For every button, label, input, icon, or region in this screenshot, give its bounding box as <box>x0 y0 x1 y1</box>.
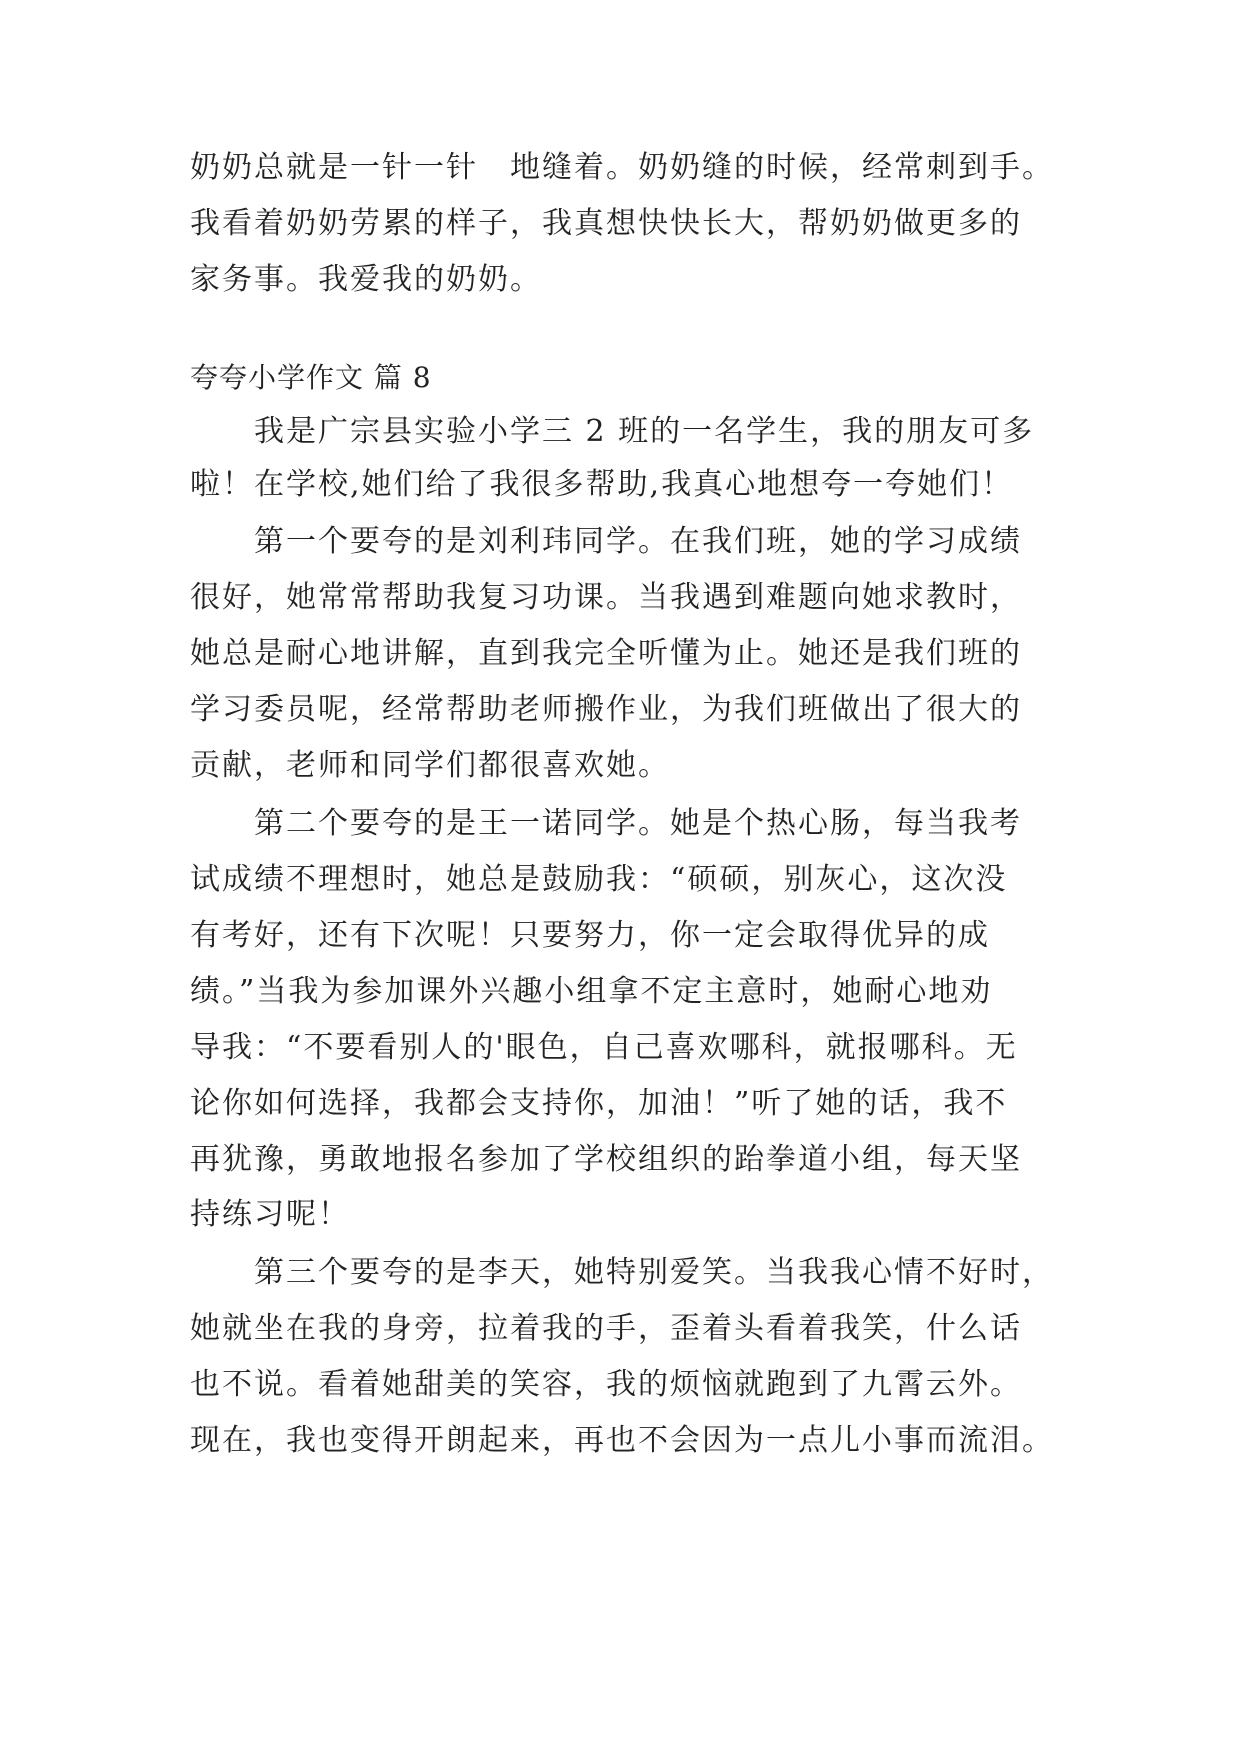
text-line: 有考好，还有下次呢！只要努力，你一定会取得优异的成 <box>190 918 990 953</box>
text-line: 试成绩不理想时，她总是鼓励我：“硕硕，别灰心，这次没 <box>190 862 1008 897</box>
text-line: 奶奶总就是一针一针 地缝着。奶奶缝的时候，经常刺到手。 <box>190 150 1054 185</box>
text-line: 学习委员呢，经常帮助老师搬作业，为我们班做出了很大的 <box>190 692 1022 727</box>
text-line: 很好，她常常帮助我复习功课。当我遇到难题向她求教时， <box>190 580 1022 615</box>
text-line: 她就坐在我的身旁，拉着我的手，歪着头看着我笑，什么话 <box>190 1311 1022 1346</box>
text-line: 第二个要夸的是王一诺同学。她是个热心肠，每当我考 <box>254 806 1022 841</box>
section-title: 夸夸小学作文 篇 8 <box>190 361 432 394</box>
text-line: 第三个要夸的是李天，她特别爱笑。当我我心情不好时， <box>254 1255 1054 1290</box>
text-line: 论你如何选择，我都会支持你，加油！”听了她的话，我不 <box>190 1086 1008 1121</box>
text-line: 她总是耐心地讲解，直到我完全听懂为止。她还是我们班的 <box>190 636 1022 671</box>
text-line: 贡献，老师和同学们都很喜欢她。 <box>190 748 670 783</box>
text-line: 啦！在学校,她们给了我很多帮助,我真心地想夸一夸她们！ <box>190 467 1014 502</box>
text-line: 再犹豫，勇敢地报名参加了学校组织的跆拳道小组，每天坚 <box>190 1142 1022 1177</box>
text-line: 导我：“不要看别人的'眼色，自己喜欢哪科，就报哪科。无 <box>190 1030 1018 1065</box>
text-line: 家务事。我爱我的奶奶。 <box>190 262 542 297</box>
text-line: 也不说。看着她甜美的笑容，我的烦恼就跑到了九霄云外。 <box>190 1367 1022 1402</box>
text-line: 持练习呢！ <box>190 1197 350 1232</box>
text-line: 绩。”当我为参加课外兴趣小组拿不定主意时，她耐心地劝 <box>190 974 993 1009</box>
text-line: 现在，我也变得开朗起来，再也不会因为一点儿小事而流泪。 <box>190 1423 1054 1458</box>
text-line: 我是广宗县实验小学三 2 班的一名学生，我的朋友可多 <box>254 414 1035 449</box>
text-line: 我看着奶奶劳累的样子，我真想快快长大，帮奶奶做更多的 <box>190 206 1022 241</box>
text-line: 第一个要夸的是刘利玮同学。在我们班，她的学习成绩 <box>254 524 1022 559</box>
